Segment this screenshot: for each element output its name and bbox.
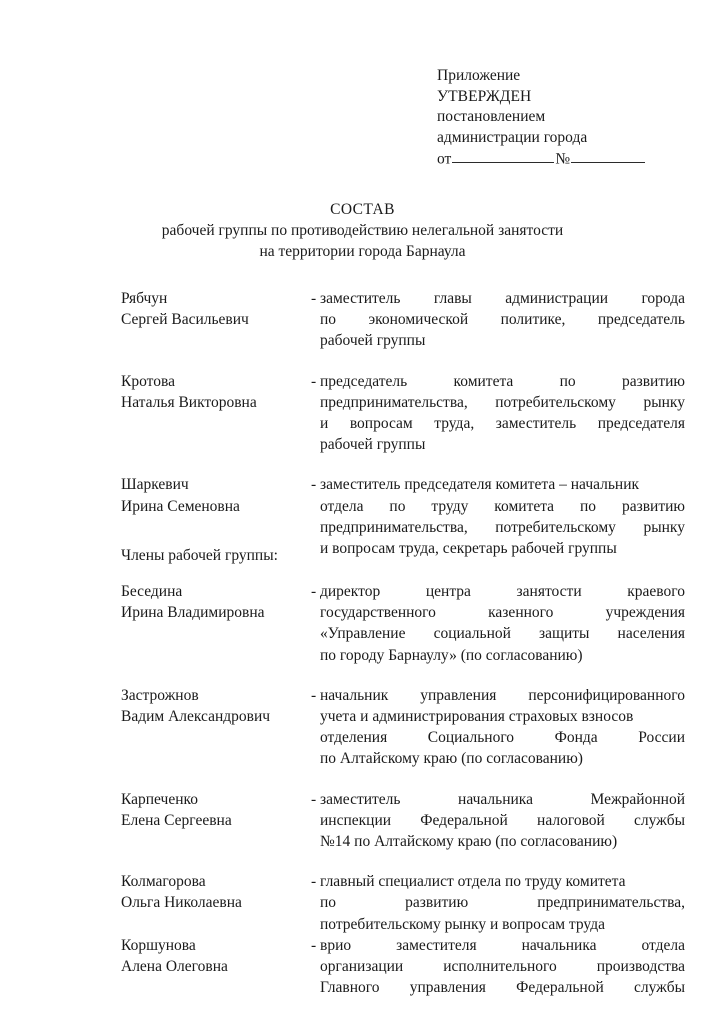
person-role xyxy=(320,474,685,559)
entry-dash: - xyxy=(311,476,317,494)
person-name xyxy=(121,581,311,623)
entry-dash: - xyxy=(311,290,317,307)
entry-dash: - xyxy=(311,790,317,808)
roster-entry xyxy=(121,288,685,352)
person-role-wrap xyxy=(311,288,685,352)
person-name xyxy=(121,371,311,413)
person-role xyxy=(320,288,685,352)
role-line: по экономической политике, председатель xyxy=(320,311,685,329)
document-title-block xyxy=(60,199,665,262)
title-subtitle-line-2: на территории города Барнаула xyxy=(259,243,466,260)
role-line: предпринимательства, потребительскому рынку xyxy=(320,393,685,411)
role-line: по Алтайскому краю (по согласованию) xyxy=(320,750,583,768)
entry-dash: - xyxy=(311,686,317,704)
person-given-name: Ольга Николаевна xyxy=(121,894,242,912)
person-surname: Колмагорова xyxy=(121,873,206,891)
person-surname: Застрожнов xyxy=(121,686,199,704)
role-line: начальник управления персонифицированного xyxy=(320,686,685,704)
number-symbol-label: № xyxy=(555,150,571,168)
person-role-wrap xyxy=(311,871,685,935)
person-given-name: Алена Олеговна xyxy=(121,958,228,976)
person-role-wrap xyxy=(311,371,685,456)
role-line: врио заместителя начальника отдела xyxy=(320,936,685,954)
person-role xyxy=(320,371,685,456)
roster-entry xyxy=(121,371,685,456)
entry-dash: - xyxy=(311,936,317,954)
roster-entry xyxy=(121,685,685,770)
approval-block xyxy=(437,66,687,170)
person-surname: Рябчун xyxy=(121,290,168,307)
person-name xyxy=(121,288,311,330)
role-line: «Управление социальной защиты населения xyxy=(320,625,685,643)
person-role-wrap xyxy=(311,474,685,559)
person-surname: Коршунова xyxy=(121,936,196,954)
role-line: организации исполнительного производства xyxy=(320,958,685,976)
members-roster xyxy=(121,581,685,1017)
entry-dash: - xyxy=(311,583,317,600)
person-role xyxy=(320,581,685,666)
title-subtitle-line-1: рабочей группы по противодействию нелегальной занятости xyxy=(161,222,564,239)
role-line: заместитель главы администрации города xyxy=(320,290,685,307)
roster-entry xyxy=(121,935,685,999)
date-blank-rule xyxy=(452,148,554,163)
person-surname: Шаркевич xyxy=(121,476,189,494)
person-role xyxy=(320,685,685,770)
number-blank-rule xyxy=(571,148,645,163)
person-name xyxy=(121,789,311,831)
person-name xyxy=(121,685,311,727)
person-role-wrap xyxy=(311,685,685,770)
person-role xyxy=(320,789,685,853)
roster-entry xyxy=(121,581,685,666)
role-line: Главного управления Федеральной службы xyxy=(320,979,685,997)
person-surname: Кротова xyxy=(121,372,175,390)
approval-line-date-number xyxy=(437,148,687,170)
person-role-wrap xyxy=(311,581,685,666)
role-line: и вопросам труда, секретарь рабочей группы xyxy=(320,540,617,558)
person-name xyxy=(121,871,311,913)
page-title: СОСТАВ xyxy=(330,201,395,218)
person-given-name: Сергей Васильевич xyxy=(121,311,249,329)
approval-line-administration: администрации города xyxy=(437,128,588,146)
person-given-name: Наталья Викторовна xyxy=(121,393,257,411)
role-line: главный специалист отдела по труду комитета xyxy=(320,873,626,891)
role-line: председатель комитета по развитию xyxy=(320,372,685,390)
date-prefix-label: от xyxy=(437,150,452,168)
person-given-name: Елена Сергеевна xyxy=(121,811,232,829)
person-given-name: Ирина Владимировна xyxy=(121,604,265,622)
person-role xyxy=(320,935,685,999)
roster-entry xyxy=(121,871,685,935)
role-line: предпринимательства, потребительскому рынку xyxy=(320,518,685,536)
role-line: по развитию предпринимательства, xyxy=(320,894,685,912)
approval-line-resolution: постановлением xyxy=(437,108,546,125)
approval-line-appendix: Приложение xyxy=(437,67,521,84)
role-line: рабочей группы xyxy=(320,332,426,350)
role-line: по городу Барнаулу» (по согласованию) xyxy=(320,646,583,664)
person-given-name: Вадим Александрович xyxy=(121,708,271,726)
person-role-wrap xyxy=(311,789,685,853)
person-name xyxy=(121,474,311,516)
role-line: рабочей группы xyxy=(320,436,426,454)
approval-line-approved: УТВЕРЖДЕН xyxy=(437,87,532,105)
role-line: директор центра занятости краевого xyxy=(320,583,685,600)
role-line: заместитель начальника Межрайонной xyxy=(320,790,685,808)
entry-dash: - xyxy=(311,873,317,891)
role-line: учета и администрирования страховых взносов xyxy=(320,708,634,726)
person-surname: Беседина xyxy=(121,583,183,600)
role-line: государственного казенного учреждения xyxy=(320,604,685,622)
role-line: потребительскому рынку и вопросам труда xyxy=(320,915,605,933)
role-line: №14 по Алтайскому краю (по согласованию) xyxy=(320,833,618,851)
role-line: отделения Социального Фонда России xyxy=(320,729,685,747)
person-role xyxy=(320,871,685,935)
person-surname: Карпеченко xyxy=(121,790,199,808)
roster-entry xyxy=(121,789,685,853)
role-line: инспекции Федеральной налоговой службы xyxy=(320,811,685,829)
person-name xyxy=(121,935,311,977)
entry-dash: - xyxy=(311,372,317,390)
section-label-members: Члены рабочей группы: xyxy=(121,547,278,564)
role-line: заместитель председателя комитета – начальник xyxy=(320,476,640,494)
person-given-name: Ирина Семеновна xyxy=(121,497,240,515)
person-role-wrap xyxy=(311,935,685,999)
role-line: и вопросам труда, заместитель председателя xyxy=(320,415,685,433)
leadership-roster xyxy=(121,288,685,578)
role-line: отдела по труду комитета по развитию xyxy=(320,497,685,515)
